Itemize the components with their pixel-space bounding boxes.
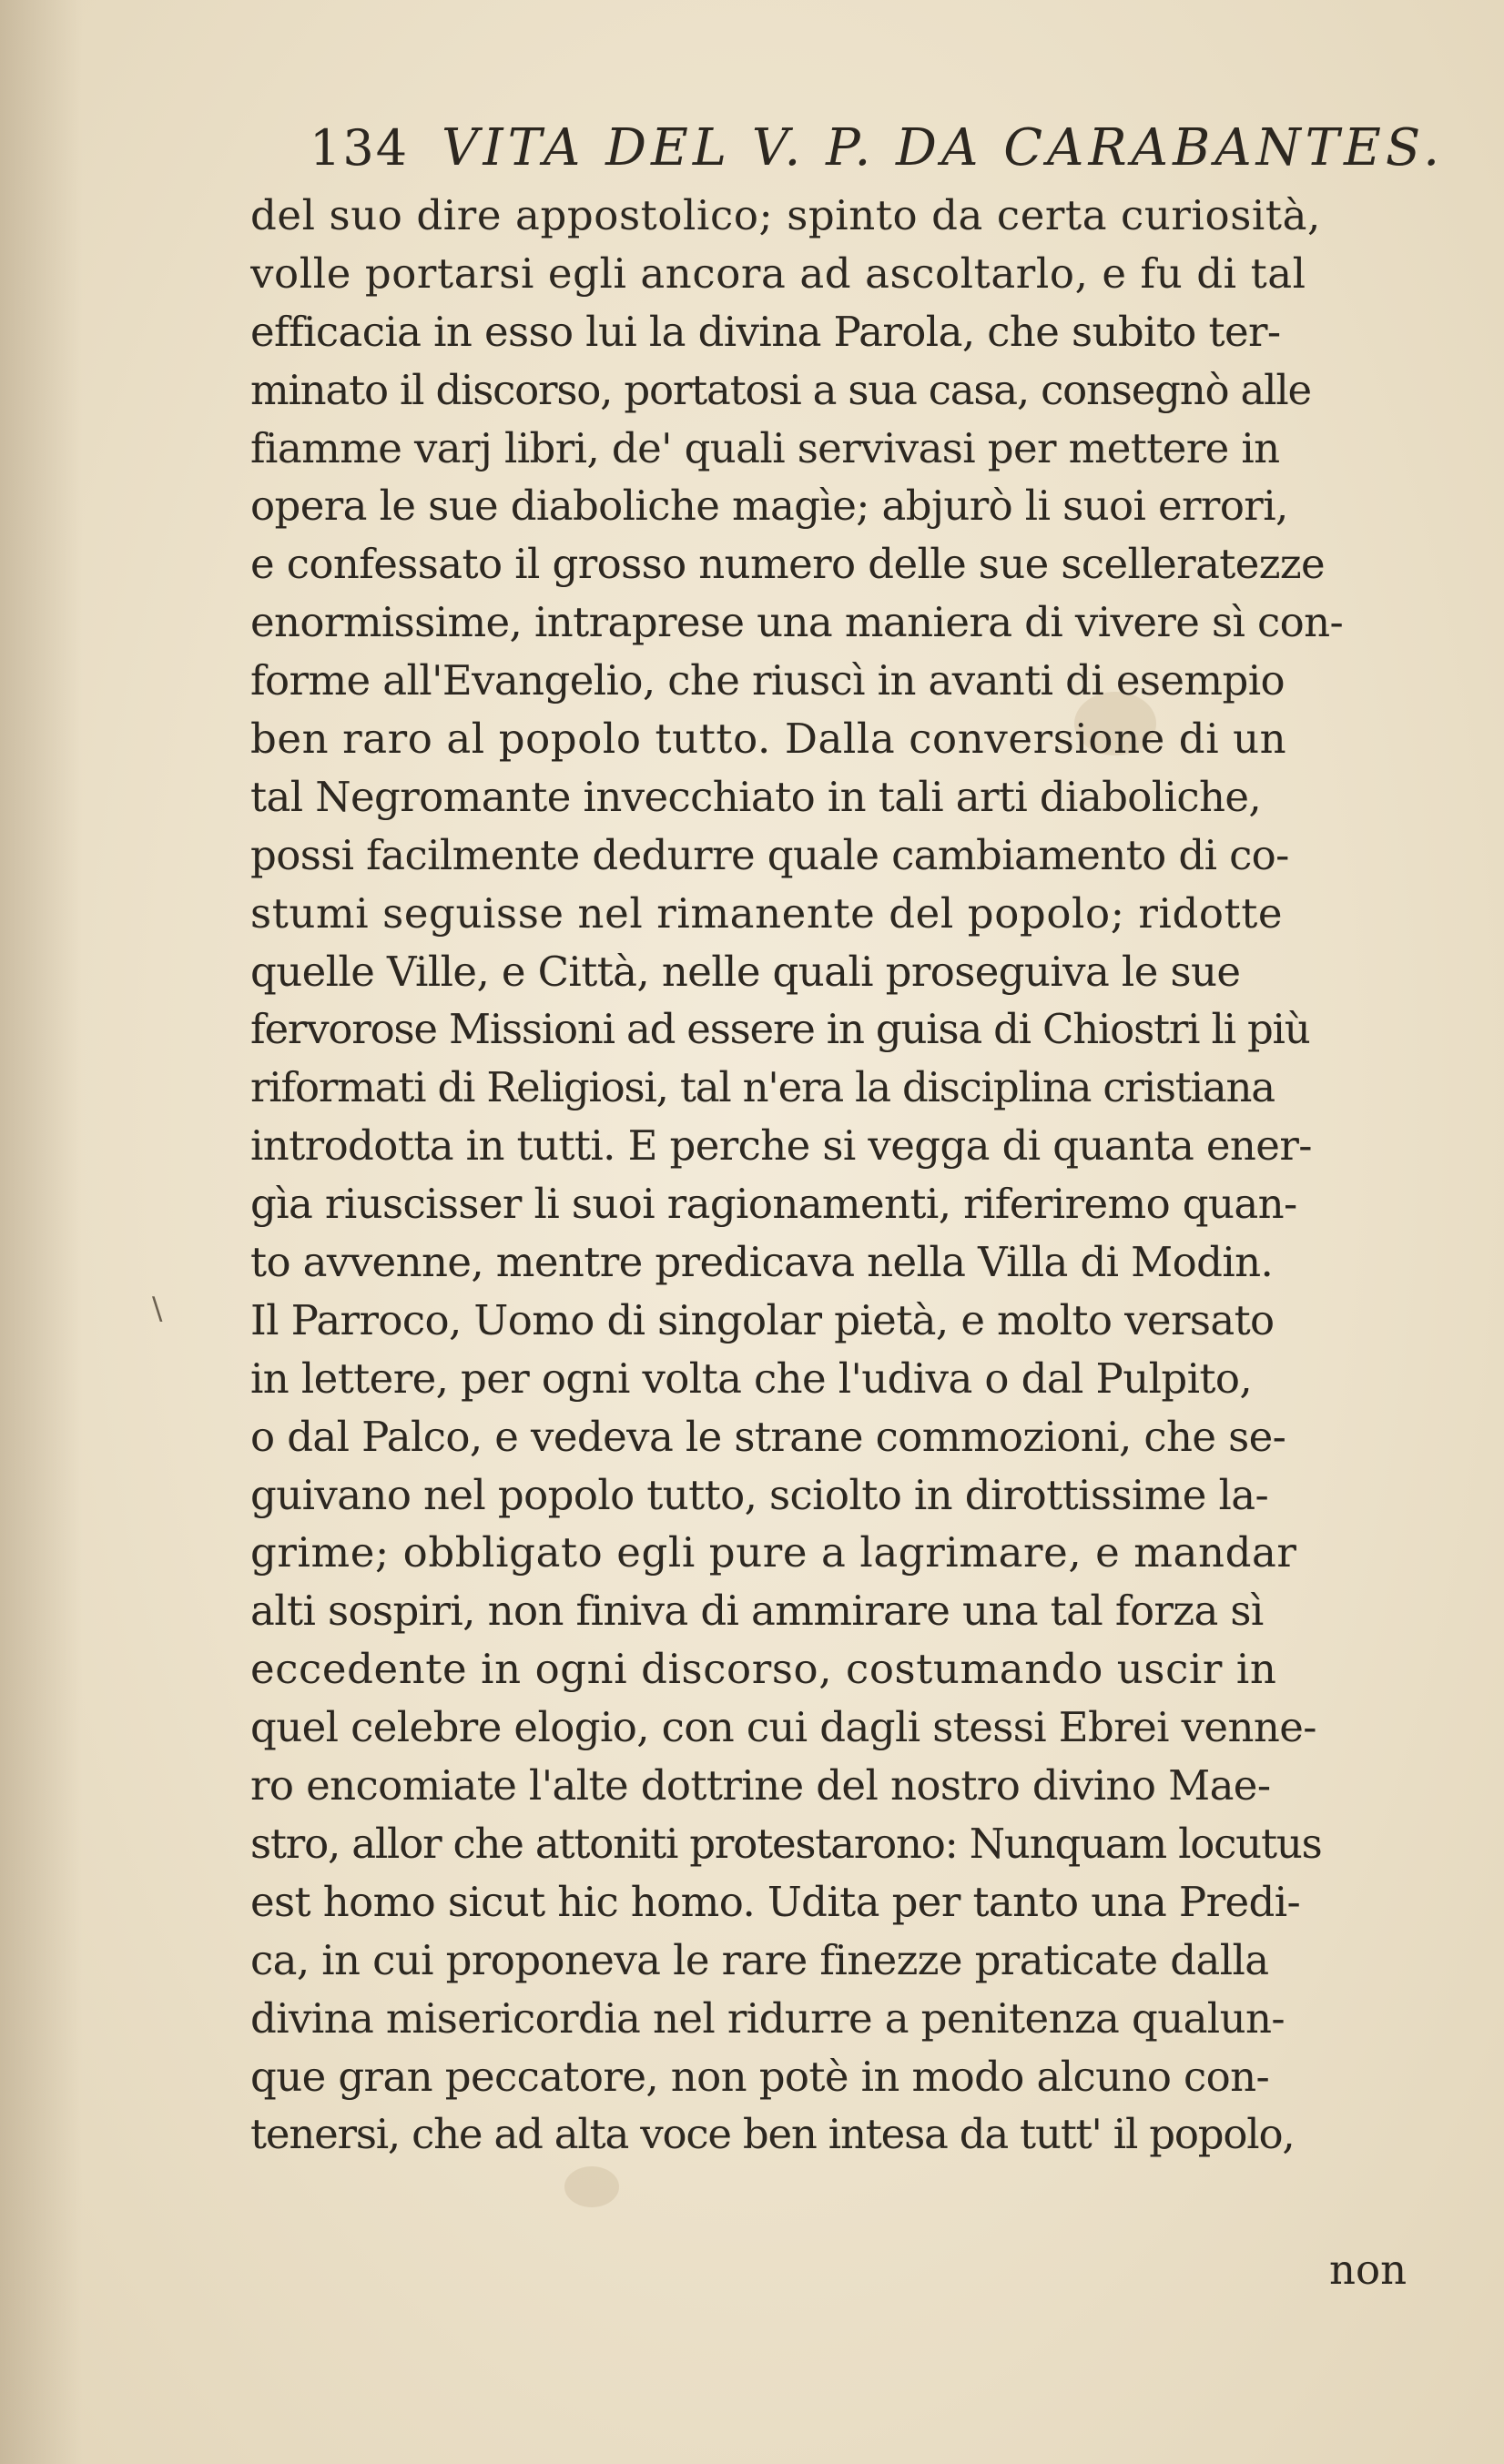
text-line: ro encomiate l'alte dottrine del nostro divino Mae-	[250, 1761, 1271, 1810]
text-line: stumi seguisse nel rimanente del popolo; ridotte	[250, 888, 1284, 938]
text-line: Il Parroco, Uomo di singolar pietà, e molto versato	[250, 1295, 1275, 1344]
text-line: quelle Ville, e Città, nelle quali proseguiva le sue	[250, 947, 1241, 996]
text-line: minato il discorso, portatosi a sua casa, consegnò alle	[250, 365, 1311, 414]
paper-stain	[564, 2166, 619, 2207]
text-line: e confessato il grosso numero delle sue scelleratezze	[250, 540, 1326, 589]
text-line: que gran peccatore, non potè in modo alcuno con-	[250, 2052, 1270, 2101]
page-number: 134	[310, 119, 410, 177]
text-line: est homo sicut hic homo. Udita per tanto una Predi-	[250, 1877, 1301, 1926]
text-line: ben raro al popolo tutto. Dalla conversione di un	[250, 715, 1287, 764]
gutter-shadow	[0, 0, 82, 2464]
page-header	[310, 117, 1493, 180]
text-line: stro, allor che attoniti protestarono: Nunquam locutus	[250, 1819, 1322, 1868]
text-line: efficacia in esso lui la divina Parola, che subito ter-	[250, 307, 1281, 356]
text-line: guivano nel popolo tutto, sciolto in dirottissime la-	[250, 1470, 1269, 1519]
body-text	[250, 187, 1489, 2164]
text-line: forme all'Evangelio, che riuscì in avanti di esempio	[250, 656, 1285, 705]
text-line: possi facilmente dedurre quale cambiamento di co-	[250, 830, 1289, 879]
text-line: alti sospiri, non finiva di ammirare una tal forza sì	[250, 1587, 1264, 1636]
running-title: VITA DEL V. P. DA CARABANTES.	[442, 118, 1445, 177]
text-line: grime; obbligato egli pure a lagrimare, e mandar	[250, 1528, 1297, 1577]
text-line: divina misericordia nel ridurre a penitenza qualun-	[250, 1993, 1285, 2043]
text-line: eccedente in ogni discorso, costumando uscir in	[250, 1645, 1277, 1694]
text-line: tenersi, che ad alta voce ben intesa da tutt' il popolo,	[250, 2110, 1295, 2159]
text-line: volle portarsi egli ancora ad ascoltarlo, e fu di tal	[250, 248, 1306, 298]
text-line: in lettere, per ogni volta che l'udiva o dal Pulpito,	[250, 1354, 1253, 1403]
text-line: riformati di Religiosi, tal n'era la disciplina cristiana	[250, 1063, 1275, 1112]
margin-mark: \	[152, 1291, 163, 1327]
catchword: non	[1329, 2246, 1407, 2294]
text-line: tal Negromante invecchiato in tali arti diaboliche,	[250, 772, 1262, 821]
text-line: fiamme varj libri, de' quali servivasi per mettere in	[250, 423, 1280, 472]
text-line: gìa riuscisser li suoi ragionamenti, riferiremo quan-	[250, 1180, 1297, 1229]
text-line: introdotta in tutti. E perche si vegga di quanta ener-	[250, 1121, 1312, 1171]
text-line: enormissime, intraprese una maniera di vivere sì con-	[250, 598, 1344, 647]
text-line: del suo dire appostolico; spinto da certa curiosità,	[250, 191, 1321, 239]
text-line: opera le sue diaboliche magìe; abjurò li suoi errori,	[250, 482, 1288, 531]
text-line: to avvenne, mentre predicava nella Villa di Modin.	[250, 1238, 1274, 1287]
text-line: fervorose Missioni ad essere in guisa di Chiostri li più	[250, 1005, 1310, 1054]
text-line: ca, in cui proponeva le rare finezze praticate dalla	[250, 1935, 1269, 1984]
text-line: quel celebre elogio, con cui dagli stessi Ebrei venne-	[250, 1703, 1316, 1752]
text-line: o dal Palco, e vedeva le strane commozioni, che se-	[250, 1412, 1286, 1461]
